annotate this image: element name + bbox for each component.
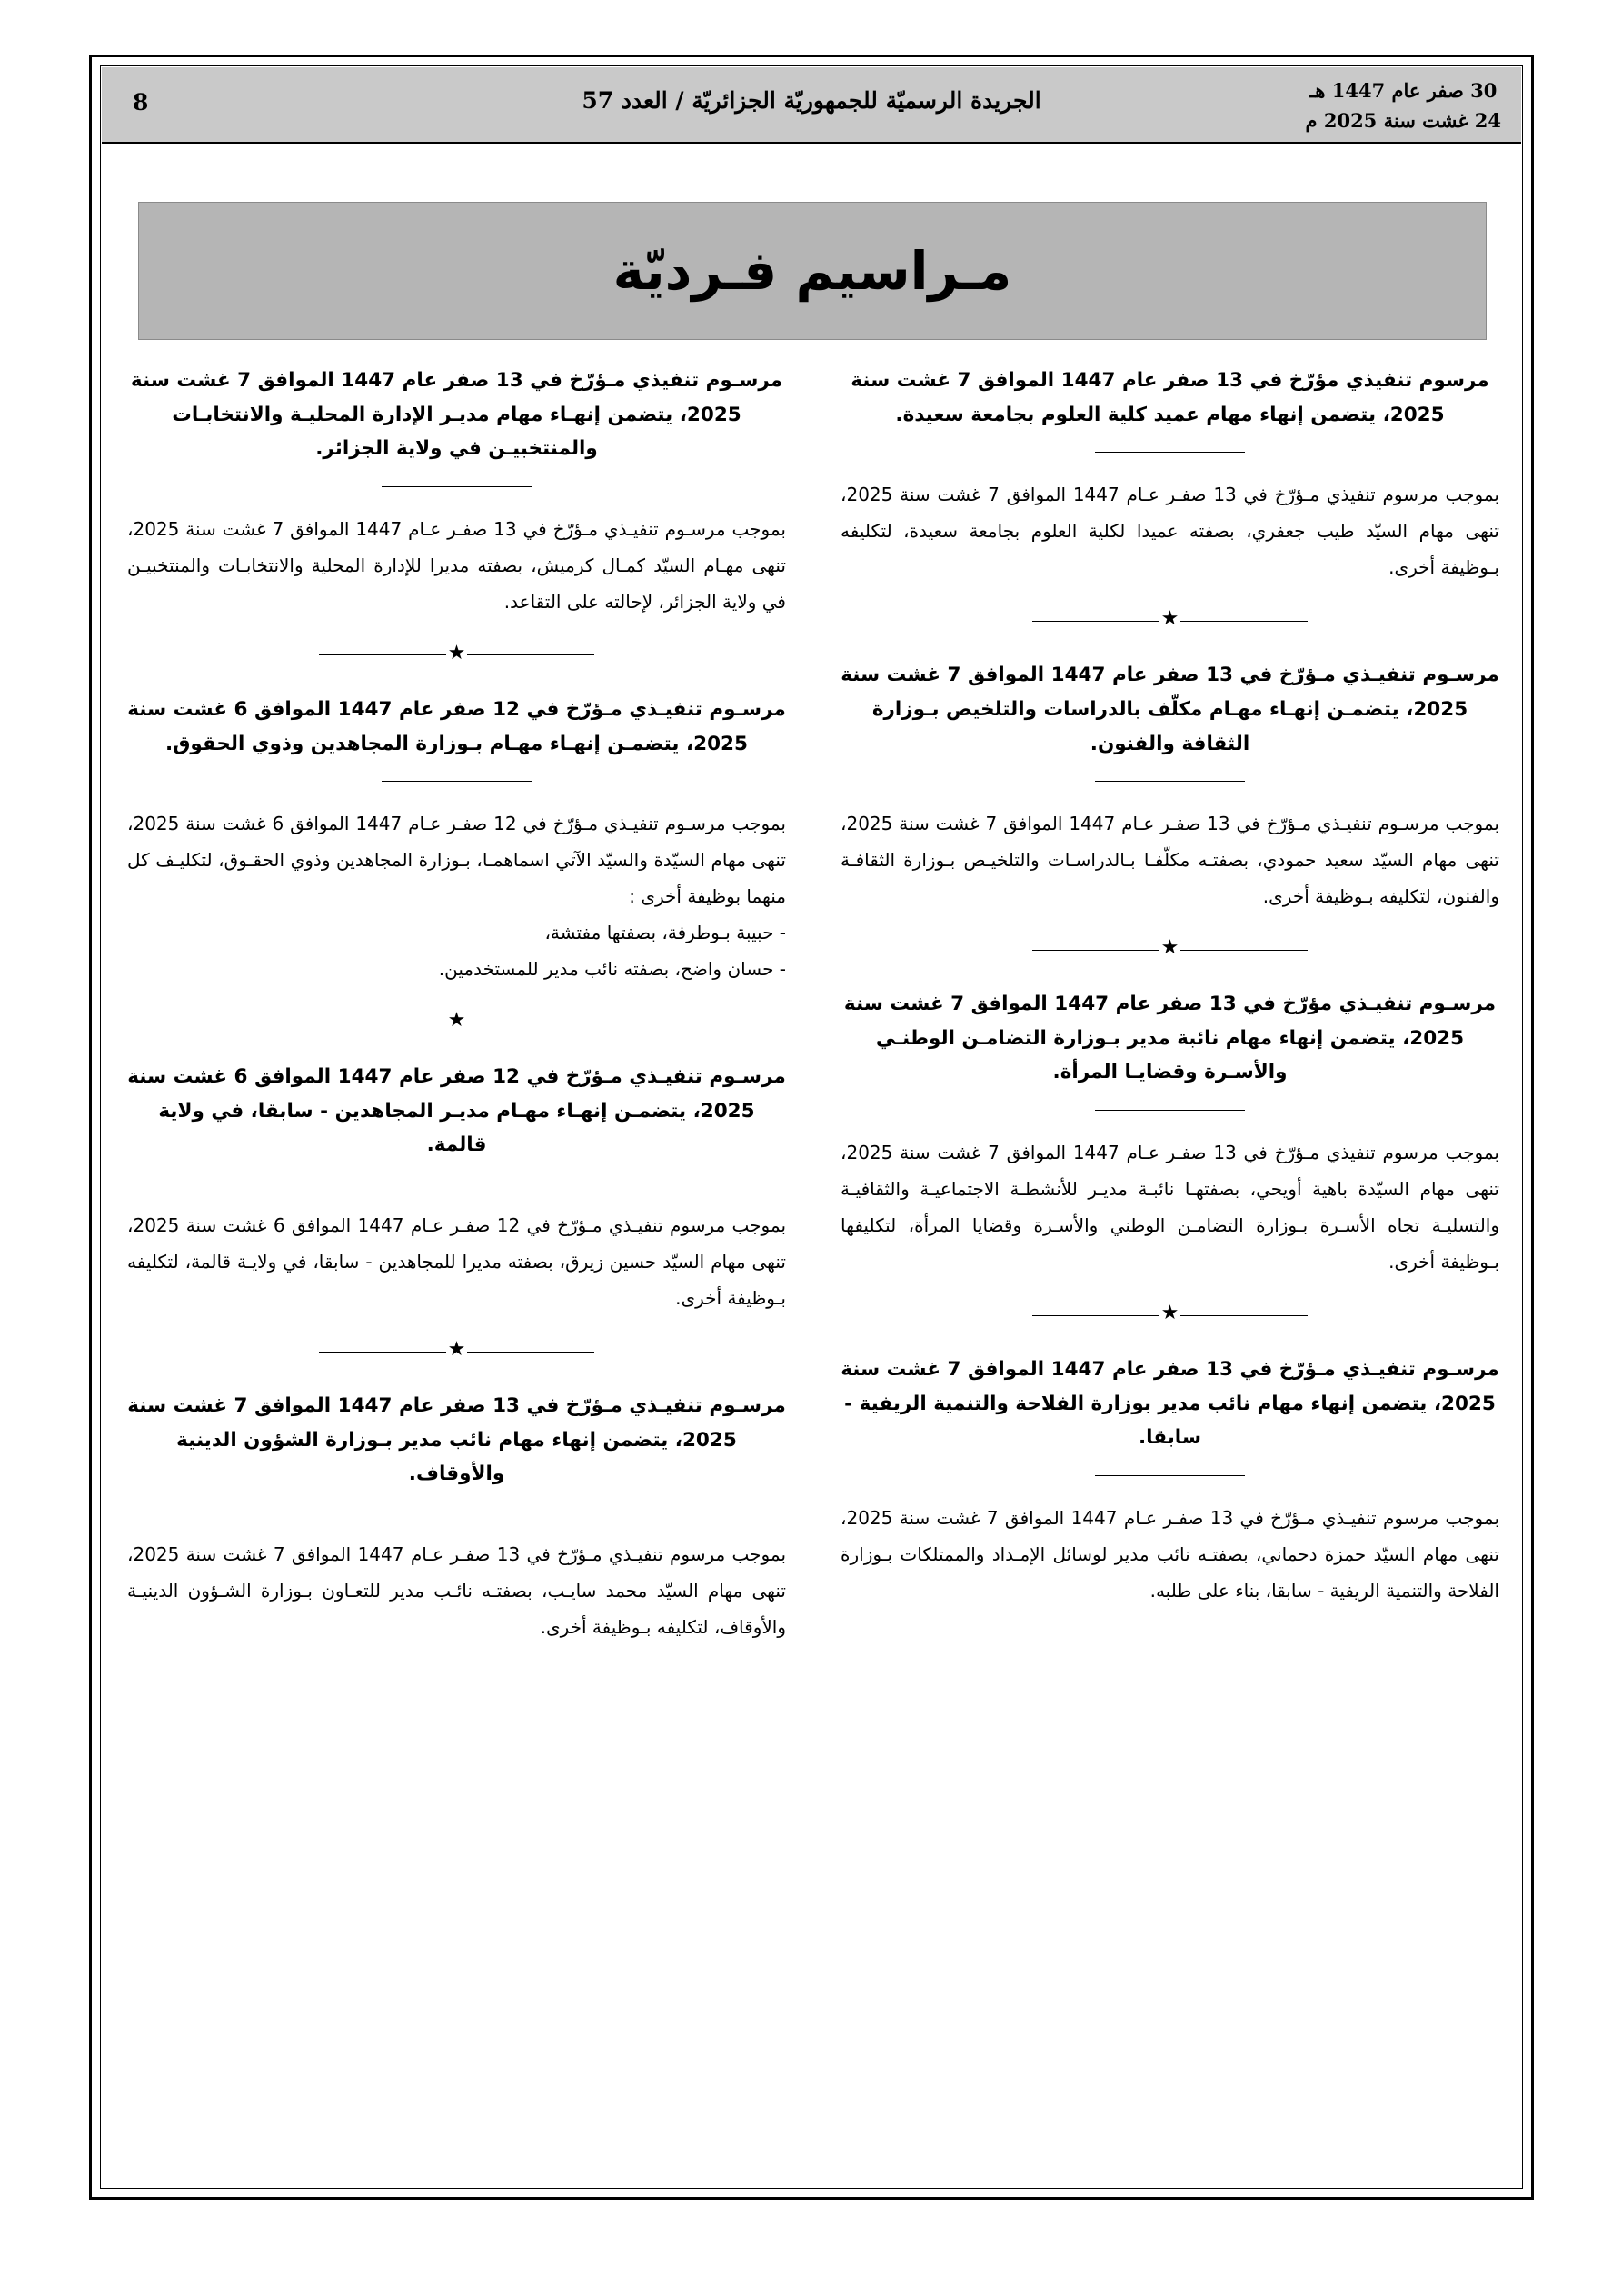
page-header [102, 67, 1521, 144]
star-icon: ★ [447, 1338, 466, 1361]
decree-body: بموجب مرسوم تنفيـذي مـؤرّخ في 13 صفـر عـام 1447 الموافق 7 غشت سنة 2025، تنهى مهام السيّد محمد سايـب، بصفتـه نائـب مدير للتعـاون بـوزارة الشـؤون الدينيـة والأوقاف، لتكليفه بـوظيفة أخرى. [127, 1542, 787, 1638]
header-date-hijri: 30 صفر عام 1447 هـ [1309, 79, 1498, 102]
star-divider-line [1180, 1315, 1308, 1316]
star-divider-line [1032, 621, 1159, 622]
decree-body: بموجب مرسـوم تنفيـذي مـؤرّخ في 13 صفـر عـام 1447 الموافق 7 غشت سنة 2025، تنهى مهام السيّد سعيد حمودي، بصفتـه مكلّفـا بـالدراسـات والتلخيـص بـوزارة الثقافـة والفنون، لتكليفه بـوظيفة أخرى. [841, 813, 1499, 908]
divider-rule [382, 781, 532, 782]
header-date-gregorian: 24 غشت سنة 2025 م [1305, 108, 1501, 132]
decree-body: بموجب مرسوم تنفيـذي مـؤرّخ في 12 صفـر عـام 1447 الموافق 6 غشت سنة 2025، تنهى مهام السيّد حسين زيرق، بصفته مديرا للمجاهدين - سابقا، في ولايـة قالمة، لتكليفه بـوظيفة أخرى. [127, 1214, 787, 1309]
star-icon: ★ [1160, 936, 1179, 960]
decree-title: مرسوم تنفيذي مؤرّخ في 13 صفر عام 1447 الموافق 7 غشت سنة 2025، يتضمن إنهاء مهام عميد كلية العلوم بجامعة سعيدة. [851, 369, 1489, 426]
star-divider [841, 607, 1499, 631]
decree-title: مرسـوم تنفيـذي مـؤرّخ في 13 صفر عام 1447 الموافق 7 غشت سنة 2025، يتضمـن إنهـاء مهـام مكلّف بالدراسات والتلخيص بـوزارة الثقافة والفنون. [841, 664, 1499, 755]
star-icon: ★ [1160, 607, 1179, 631]
star-icon: ★ [1160, 1302, 1179, 1324]
decree-title: مرسـوم تنفيـذي مـؤرّخ في 13 صفر عام 1447 الموافق 7 غشت سنة 2025، يتضمن إنهاء مهام نائب مدير بـوزارة الشؤون الدينية والأوقاف. [127, 1394, 786, 1486]
star-divider-line [319, 1352, 446, 1353]
two-column-body [118, 364, 1508, 2172]
header-journal-title: الجريدة الرسميّة للجمهوريّة الجزائريّة / العدد 57 [582, 87, 1041, 114]
section-banner [138, 202, 1487, 340]
header-page-number: 8 [133, 89, 149, 115]
star-divider-line [1032, 1315, 1159, 1316]
decree-body: بموجب مرسـوم تنفيـذي مـؤرّخ في 12 صفـر عـام 1447 الموافق 6 غشت سنة 2025، تنهى مهام السيّدة والسيّد الآتي اسماهمـا، بـوزارة المجاهدين وذوي الحقـوق، لتكليـف كل منهما بوظيفة أخرى : [127, 813, 786, 908]
star-divider-line [1032, 950, 1159, 951]
decree-list-item: - حبيبة بـوطرفة، بصفتها مفتشة، [544, 922, 786, 944]
star-divider [127, 641, 786, 665]
star-divider [841, 1302, 1499, 1325]
decree-title: مرسـوم تنفيـذي مـؤرّخ في 12 صفر عام 1447 الموافق 6 غشت سنة 2025، يتضمـن إنهـاء مهـام بـوزارة المجاهدين وذوي الحقوق. [127, 697, 786, 755]
star-divider-line [467, 1352, 594, 1353]
star-divider-line [1180, 950, 1308, 951]
star-icon: ★ [447, 1009, 466, 1033]
star-divider-line [467, 654, 594, 655]
decree-title: مرسـوم تنفيذي مـؤرّخ في 13 صفر عام 1447 الموافق 7 غشت سنة 2025، يتضمن إنهـاء مهام مديـر الإدارة المحليـة والانتخابـات والمنتخبيـن في ولاية الجزائر. [130, 369, 783, 461]
star-divider [127, 1009, 786, 1033]
column-right [831, 364, 1508, 2172]
column-gutter [795, 364, 831, 2172]
star-divider [127, 1338, 786, 1362]
decree-body: بموجب مرسوم تنفيذي مـؤرّخ في 13 صفـر عـام 1447 الموافق 7 غشت سنة 2025، تنهى مهام السيّدة باهية أويحي، بصفتهـا نائبـة مديـر للأنشطـة الاجتماعيـة والثقافيـة والتسليـة تجاه الأسـرة بـوزارة التضامـن الوطني والأسـرة وقضايا المرأة، لتكليفها بـوظيفة أخرى. [841, 1142, 1499, 1273]
divider-rule [1095, 1475, 1245, 1476]
star-icon: ★ [447, 641, 466, 664]
decree-list-item: - حسان واضح، بصفته نائب مدير للمستخدمين. [438, 958, 786, 981]
decree-title: مرسـوم تنفيـذي مـؤرّخ في 13 صفر عام 1447 الموافق 7 غشت سنة 2025، يتضمن إنهاء مهام نائب مدير بوزارة الفلاحة والتنمية الريفية - سابقا. [841, 1358, 1499, 1450]
star-divider-line [319, 654, 446, 655]
decree-title: مرسـوم تنفيـذي مؤرّخ في 13 صفر عام 1447 الموافق 7 غشت سنة 2025، يتضمن إنهاء مهام نائبة مدير بـوزارة التضامـن الوطنـي والأسـرة وقضايـا المرأة. [843, 993, 1497, 1084]
decree-body: بموجب مرسوم تنفيـذي مـؤرّخ في 13 صفـر عـام 1447 الموافق 7 غشت سنة 2025، تنهى مهام السيّد حمزة دحماني، بصفتـه نائب مدير لوسائل الإمـداد والممتلكات بـوزارة الفلاحة والتنمية الريفية - سابقا، بناء على طلبه. [841, 1506, 1500, 1602]
decree-title: مرسـوم تنفيـذي مـؤرّخ في 12 صفر عام 1447 الموافق 6 غشت سنة 2025، يتضمـن إنهـاء مهـام مديـر المجاهدين - سابقا، في ولاية قالمة. [127, 1065, 786, 1157]
decree-body: بموجب مرسوم تنفيذي مـؤرّخ في 13 صفـر عـام 1447 الموافق 7 غشت سنة 2025، تنهى مهام السيّد طيب جعفري، بصفته عميدا لكلية العلوم بجامعة سعيدة، لتكليفه بـوظيفة أخرى. [841, 484, 1499, 579]
divider-rule [382, 486, 532, 487]
divider-rule [1095, 781, 1245, 782]
star-divider-line [1180, 621, 1308, 622]
star-divider [841, 936, 1499, 960]
divider-rule [1095, 1110, 1245, 1111]
decree-body: بموجب مرسـوم تنفيـذي مـؤرّخ في 13 صفـر عـام 1447 الموافق 7 غشت سنة 2025، تنهى مهـام السيّد كمـال كرميش، بصفته مديرا للإدارة المحلية والانتخابـات والمنتخبيـن في ولاية الجزائر، لإحالته على التقاعد. [127, 517, 786, 613]
divider-rule [1095, 452, 1245, 453]
section-banner-title: مـراسيم فـرديّة [612, 240, 1012, 302]
column-left [118, 364, 795, 2172]
